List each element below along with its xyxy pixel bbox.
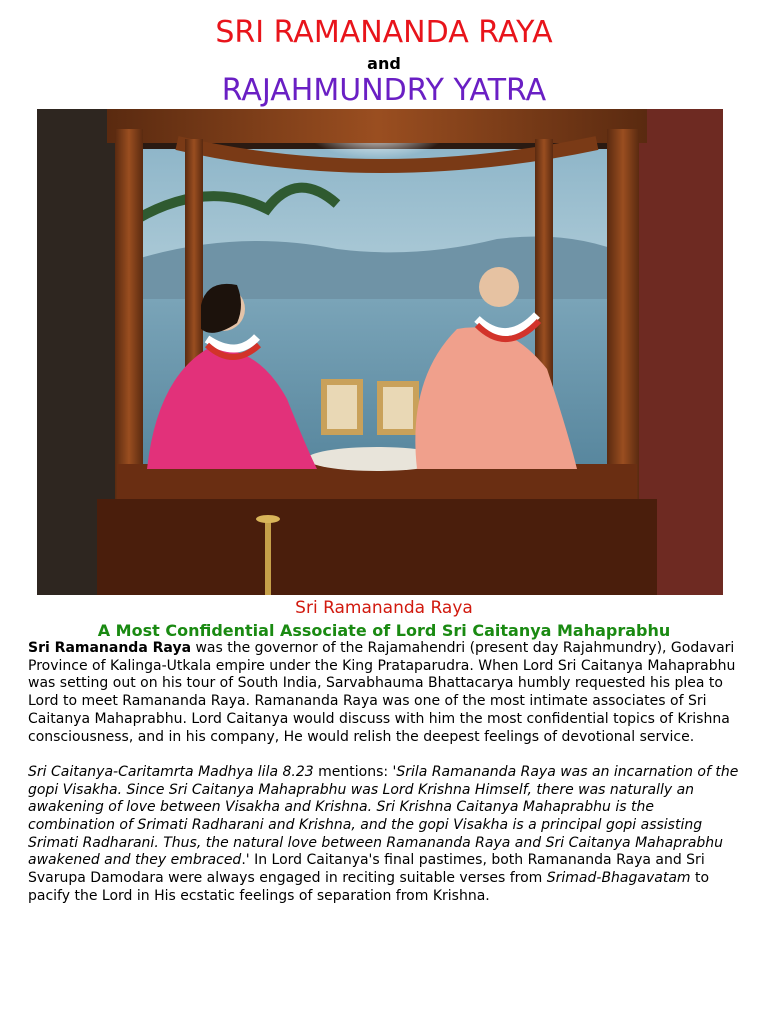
title-line-2: RAJAHMUNDRY YATRA <box>221 73 547 108</box>
caption-name: Sri Ramananda Raya <box>295 598 473 618</box>
paragraph-intro <box>28 640 744 746</box>
title-line-1: SRI RAMANANDA RAYA <box>215 15 553 50</box>
article-body <box>28 640 744 906</box>
book-title: Srimad-Bhagavatam <box>546 870 691 887</box>
title-connector: and <box>367 54 401 73</box>
caption-subtitle: A Most Confidential Associate of Lord Sri Caitanya Mahaprabhu <box>97 621 671 640</box>
final-text-b: to pacify the Lord in His ecstatic feelings of separation from Krishna. <box>28 870 710 904</box>
final-text-a: In Lord Caitanya's final pastimes, both Ramananda Raya and Sri Svarupa Damodara were always engaged in reciting suitable verses from <box>28 852 705 887</box>
intro-text: was the governor of the Rajamahendri (present day Rajahmundry), Godavari Province of Kalinga-Utkala empire under the King Prataparudra. When Lord Sri Caitanya Mahaprabhu was setting out on his tour of South India, Sarvabhauma Bhattacarya humbly requested his plea to Lord to meet Ramananda Raya. Ramananda Raya was one of the most intimate associates of Sri Caitanya Mahaprabhu. Lord Caitanya would discuss with him the most confidential topics of Krishna consciousness, and in his company, He would relish the deepest feelings of devotional service. <box>28 640 736 745</box>
quote-end: .' <box>241 852 250 869</box>
source-citation: Sri Caitanya-Caritamrta Madhya lila 8.23 <box>28 763 314 780</box>
quote-text: 'Srila Ramananda Raya was an incarnation of the gopi Visakha. Since Sri Caitanya Mahaprabhu was Lord Krishna Himself, there was naturally an awakening of love between Visakha and Krishna. Sri Krishna Caitanya Mahaprabhu is the combination of Srimati Radharani and Krishna, and the gopi Visakha is a principal gopi assisting Srimati Radharani. Thus, the natural love between Ramananda Raya and Sri Caitanya Mahaprabhu awakened and they embraced <box>28 763 739 869</box>
deity-photo <box>37 109 723 595</box>
paragraph-gap <box>28 746 744 764</box>
paragraph-quote <box>28 764 744 906</box>
mentions-text: mentions: <box>313 763 393 780</box>
bold-name: Sri Ramananda Raya <box>28 640 192 656</box>
